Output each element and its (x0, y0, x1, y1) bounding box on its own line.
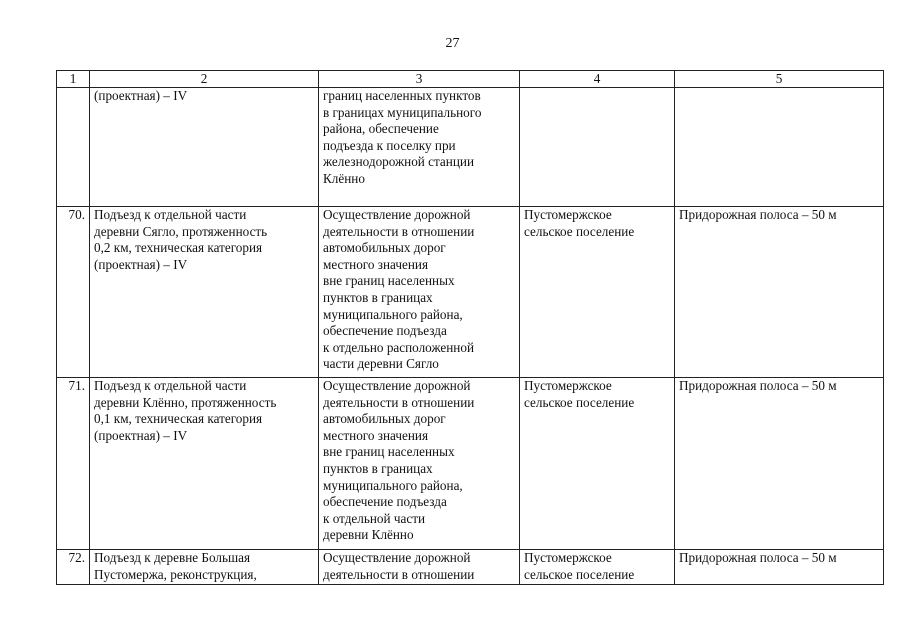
table-row (57, 378, 884, 550)
object-name: Подъезд к деревне Большая Пустомержа, реконструкция, (90, 550, 319, 585)
object-purpose: Осуществление дорожной деятельности в отношении автомобильных дорог местного значения вне границ населенных пунктов в границах муниципального района, обеспечение подъезда к отдельной части деревни Клённо (319, 378, 520, 550)
row-number: 70. (57, 207, 90, 378)
object-location (520, 88, 675, 207)
object-purpose: границ населенных пунктов в границах муниципального района, обеспечение подъезда к поселку при железнодорожной станции Клённо (319, 88, 520, 207)
object-location: Пустомержское сельское поселение (520, 378, 675, 550)
object-location: Пустомержское сельское поселение (520, 550, 675, 585)
row-number (57, 88, 90, 207)
object-purpose: Осуществление дорожной деятельности в отношении автомобильных дорог местного значения вне границ населенных пунктов в границах муниципального района, обеспечение подъезда к отдельно расположенной части деревни Сягло (319, 207, 520, 378)
object-name: Подъезд к отдельной части деревни Сягло, протяженность 0,2 км, техническая категория (проектная) – IV (90, 207, 319, 378)
object-purpose: Осуществление дорожной деятельности в отношении (319, 550, 520, 585)
zone-description (675, 88, 884, 207)
page-number: 27 (445, 36, 460, 51)
table-row (57, 88, 884, 207)
zone-description: Придорожная полоса – 50 м (675, 550, 884, 585)
object-name: (проектная) – IV (90, 88, 319, 207)
header-col-3: 3 (319, 71, 520, 88)
table-row (57, 207, 884, 378)
zone-description: Придорожная полоса – 50 м (675, 378, 884, 550)
planning-table (56, 70, 884, 585)
header-col-5: 5 (675, 71, 884, 88)
header-col-1: 1 (57, 71, 90, 88)
table-row (57, 550, 884, 585)
zone-description: Придорожная полоса – 50 м (675, 207, 884, 378)
object-location: Пустомержское сельское поселение (520, 207, 675, 378)
header-row (57, 71, 884, 88)
object-name: Подъезд к отдельной части деревни Клённо, протяженность 0,1 км, техническая категория (проектная) – IV (90, 378, 319, 550)
header-col-2: 2 (90, 71, 319, 88)
row-number: 72. (57, 550, 90, 585)
header-col-4: 4 (520, 71, 675, 88)
row-number: 71. (57, 378, 90, 550)
